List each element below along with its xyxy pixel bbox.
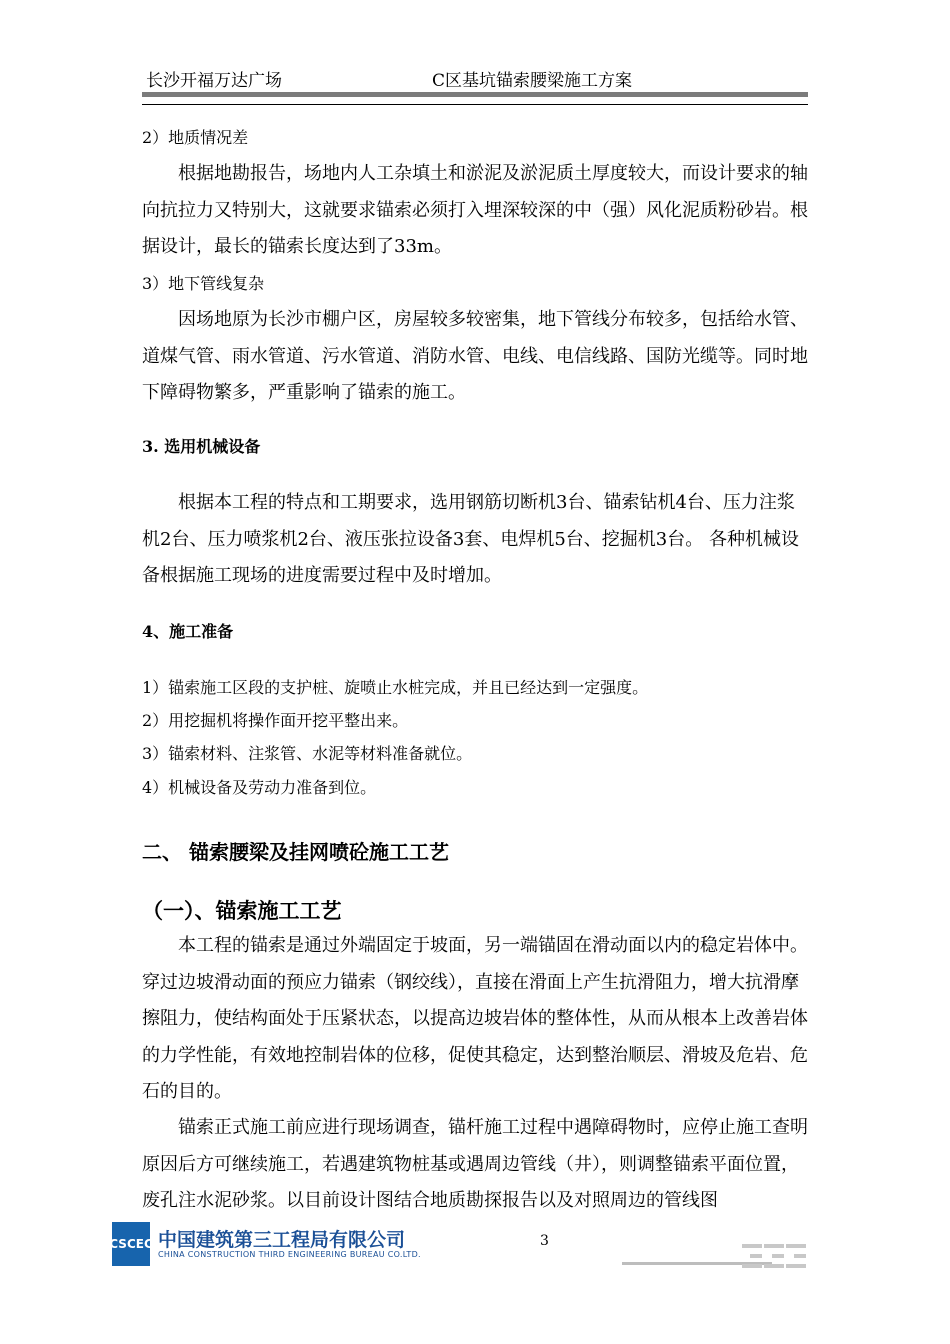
header-document-title: C区基坑锚索腰梁施工方案 (432, 71, 633, 91)
geology-paragraph: 根据地勘报告，场地内人工杂填土和淤泥及淤泥质土厚度较大，而设计要求的轴向抗拉力又特别大，这就要求锚索必须打入埋深较深的中（强）风化泥质粉砂岩。根据设计，最长的锚索长度达到了33m。 (142, 163, 808, 257)
header-project-name: 长沙开福万达广场 (146, 71, 282, 91)
footer-company-name: 中国建筑第三工程局有限公司 (158, 1229, 406, 1251)
prep-item-3: 3）锚索材料、注浆管、水泥等材料准备就位。 (142, 744, 473, 763)
pipeline-title: 3）地下管线复杂 (142, 274, 265, 293)
section-4-heading: 4、施工准备 (142, 622, 234, 641)
section-3-heading: 3. 选用机械设备 (142, 437, 261, 456)
subsection-1-paragraph-2: 锚索正式施工前应进行现场调查，锚杆施工过程中遇障碍物时，应停止施工查明原因后方可继续施工，若遇建筑物桩基或遇周边管线（井），则调整锚索平面位置，废孔注水泥砂浆。以目前设计图结合地质勘探报告以及对照周边的管线图 (142, 1117, 808, 1211)
subsection-1-heading: （一）、锚索施工工艺 (142, 898, 342, 923)
page-header (142, 62, 808, 106)
company-logo: CSCEC (112, 1222, 150, 1266)
header-thick-rule (142, 92, 808, 97)
section-3-paragraph: 根据本工程的特点和工期要求，选用钢筋切断机3台、锚索钻机4台、压力注浆机2台、压力喷浆机2台、液压张拉设备3套、电焊机5台、挖掘机3台。 各种机械设备根据施工现场的进度需要过程中及时增加。 (142, 492, 799, 586)
footer-stripe-mark-icon (740, 1242, 810, 1270)
geology-title: 2）地质情况差 (142, 128, 249, 147)
pipeline-paragraph: 因场地原为长沙市棚户区，房屋较多较密集，地下管线分布较多，包括给水管、道煤气管、雨水管道、污水管道、消防水管、电线、电信线路、国防光缆等。同时地下障碍物繁多，严重影响了锚索的施工。 (142, 309, 808, 403)
page-number: 3 (540, 1233, 549, 1249)
prep-item-1: 1）锚索施工区段的支护桩、旋喷止水桩完成，并且已经达到一定强度。 (142, 678, 649, 697)
prep-item-4: 4）机械设备及劳动力准备到位。 (142, 778, 377, 797)
prep-item-2: 2）用挖掘机将操作面开挖平整出来。 (142, 711, 409, 730)
header-thin-rule (142, 104, 808, 105)
footer-company-english: CHINA CONSTRUCTION THIRD ENGINEERING BUREAU CO.LTD. (158, 1250, 421, 1259)
chapter-2-heading: 二、 锚索腰梁及挂网喷砼施工工艺 (142, 840, 449, 864)
subsection-1-paragraph-1: 本工程的锚索是通过外端固定于坡面，另一端锚固在滑动面以内的稳定岩体中。穿过边坡滑动面的预应力锚索（钢绞线），直接在滑面上产生抗滑阻力，增大抗滑摩擦阻力，使结构面处于压紧状态，以提高边坡岩体的整体性，从而从根本上改善岩体的力学性能，有效地控制岩体的位移，促使其稳定，达到整治顺层、滑坡及危岩、危石的目的。 (142, 935, 808, 1102)
